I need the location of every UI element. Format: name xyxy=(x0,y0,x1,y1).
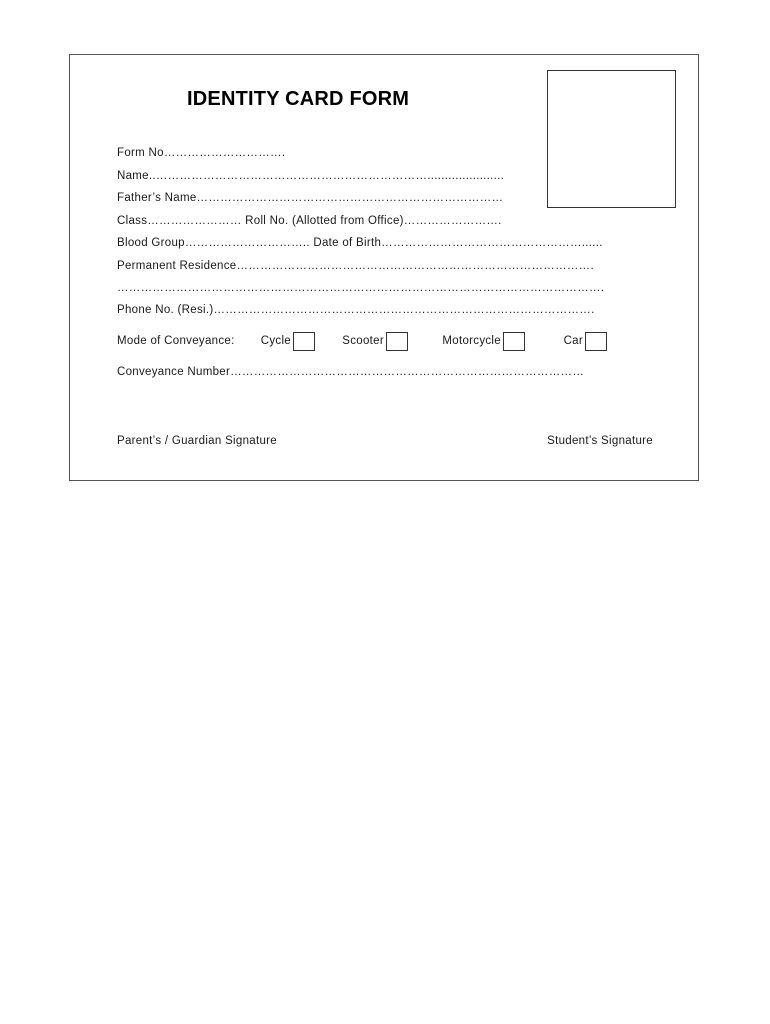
car-checkbox[interactable] xyxy=(585,332,607,351)
motorcycle-checkbox[interactable] xyxy=(503,332,525,351)
form-no-field[interactable]: Form No…………………………. xyxy=(117,147,286,159)
blood-group-dob-field[interactable]: Blood Group………………………….. Date of Birth……………………………………………...... xyxy=(117,237,603,249)
identity-card-form xyxy=(69,54,699,481)
photo-box[interactable] xyxy=(547,70,676,208)
mode-of-conveyance-label: Mode of Conveyance: xyxy=(117,335,235,347)
option-car-label: Car xyxy=(563,335,583,347)
residence-continuation-field[interactable]: ……………………………………………………………………………………………………………. xyxy=(117,282,605,294)
conveyance-number-field[interactable]: Conveyance Number……………………………………………………………………………… xyxy=(117,366,585,378)
student-signature-label: Student’s Signature xyxy=(547,435,653,447)
option-motorcycle-label: Motorcycle xyxy=(442,335,501,347)
option-cycle xyxy=(257,332,315,354)
permanent-residence-field[interactable]: Permanent Residence………………………………………………………………………………. xyxy=(117,260,594,272)
option-scooter xyxy=(335,332,408,354)
parent-guardian-signature-label: Parent’s / Guardian Signature xyxy=(117,435,277,447)
cycle-checkbox[interactable] xyxy=(293,332,315,351)
option-motorcycle xyxy=(434,332,525,354)
form-title: IDENTITY CARD FORM xyxy=(187,88,410,110)
phone-field[interactable]: Phone No. (Resi.)……………………………………………………………………………………. xyxy=(117,304,595,316)
option-car xyxy=(557,332,607,354)
option-scooter-label: Scooter xyxy=(342,335,384,347)
scooter-checkbox[interactable] xyxy=(386,332,408,351)
name-field[interactable]: Name..……………………………………………………………...................... xyxy=(117,170,505,182)
class-roll-field[interactable]: Class…………………… Roll No. (Allotted from Office)……………………. xyxy=(117,215,502,227)
fathers-name-field[interactable]: Father’s Name…………………………………………………………………… xyxy=(117,192,504,204)
option-cycle-label: Cycle xyxy=(260,335,291,347)
